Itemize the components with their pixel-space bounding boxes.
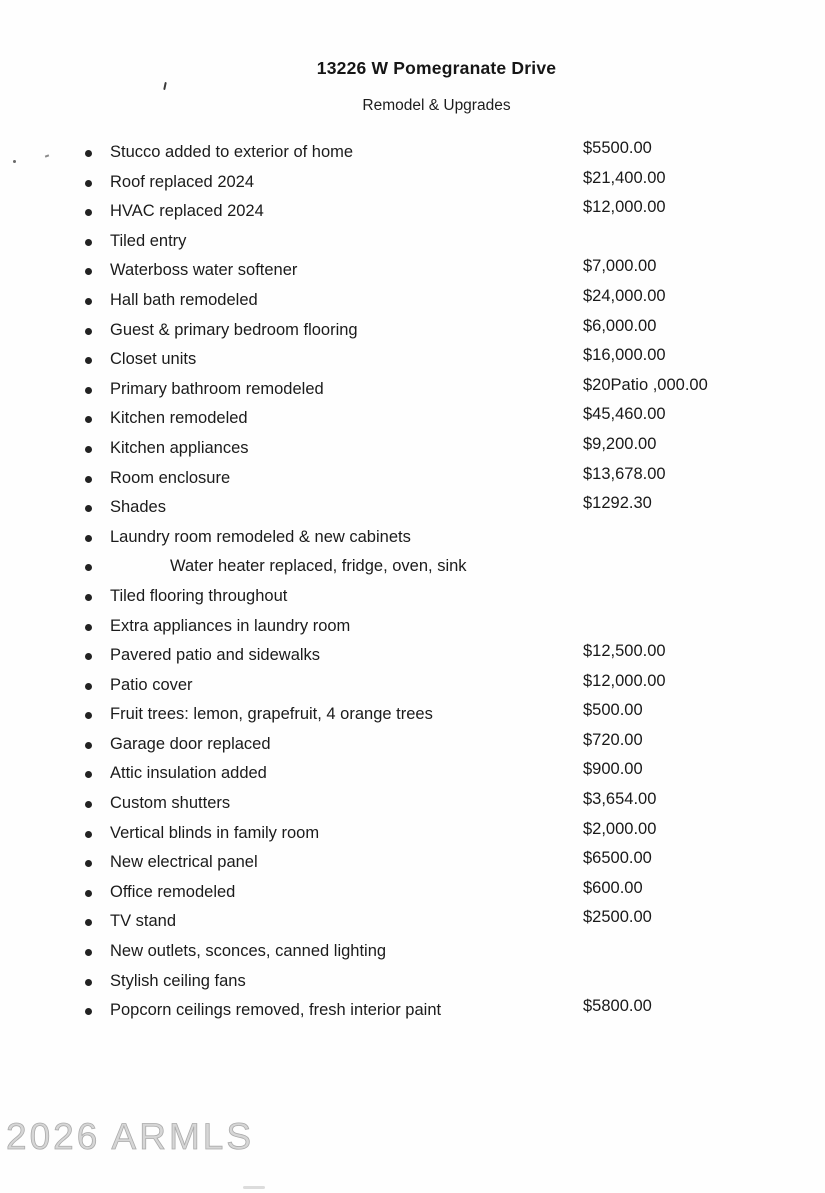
list-item — [0, 848, 825, 878]
list-item — [0, 493, 825, 523]
item-label: Shades — [110, 498, 166, 517]
bullet-icon — [85, 446, 92, 453]
item-price: $2,000.00 — [583, 819, 657, 838]
item-label: Office remodeled — [110, 882, 236, 901]
item-price: $20Patio ,000.00 — [583, 375, 708, 394]
item-price: $24,000.00 — [583, 286, 666, 305]
item-price: $5500.00 — [583, 139, 652, 157]
list-item — [0, 612, 825, 642]
bullet-icon — [85, 801, 92, 808]
item-price: $720.00 — [583, 730, 643, 749]
item-price: $7,000.00 — [583, 257, 657, 276]
list-item — [0, 523, 825, 553]
list-item — [0, 375, 825, 405]
bullet-icon — [85, 298, 92, 305]
list-item — [0, 168, 825, 198]
document-header — [24, 0, 825, 115]
item-label: Water heater replaced, fridge, oven, sink — [170, 557, 467, 576]
item-price: $900.00 — [583, 760, 643, 779]
bullet-icon — [85, 653, 92, 660]
item-label: Laundry room remodeled & new cabinets — [110, 527, 411, 546]
item-label: Tiled flooring throughout — [110, 586, 288, 605]
item-label: Pavered patio and sidewalks — [110, 646, 321, 665]
item-label: HVAC replaced 2024 — [110, 202, 264, 221]
bullet-icon — [85, 979, 92, 986]
item-label: Attic insulation added — [110, 764, 267, 783]
bullet-icon — [85, 771, 92, 778]
list-item — [0, 878, 825, 908]
list-item — [0, 819, 825, 849]
bullet-icon — [85, 742, 92, 749]
scan-artifact-speck — [13, 160, 16, 163]
bullet-icon — [85, 919, 92, 926]
bullet-icon — [85, 239, 92, 246]
item-price: $6500.00 — [583, 849, 652, 868]
list-item — [0, 404, 825, 434]
item-label: Hall bath remodeled — [110, 290, 258, 309]
item-label: Stylish ceiling fans — [110, 971, 246, 990]
item-label: Garage door replaced — [110, 734, 271, 753]
list-item — [0, 197, 825, 227]
list-item — [0, 937, 825, 967]
item-price: $12,000.00 — [583, 671, 666, 690]
list-item — [0, 138, 825, 168]
list-item — [0, 464, 825, 494]
upgrade-list — [0, 138, 825, 1026]
bullet-icon — [85, 712, 92, 719]
list-item — [0, 996, 825, 1026]
item-price: $21,400.00 — [583, 168, 666, 187]
item-label: Kitchen remodeled — [110, 409, 248, 428]
item-label: Patio cover — [110, 675, 193, 694]
bullet-icon — [85, 180, 92, 187]
bullet-icon — [85, 416, 92, 423]
item-label: Extra appliances in laundry room — [110, 616, 351, 635]
item-price: $500.00 — [583, 701, 643, 720]
item-label: Custom shutters — [110, 794, 231, 813]
list-item — [0, 759, 825, 789]
page-title: 13226 W Pomegranate Drive — [316, 58, 557, 78]
bullet-icon — [85, 564, 92, 571]
list-item — [0, 700, 825, 730]
item-price: $5800.00 — [583, 997, 652, 1016]
list-item — [0, 789, 825, 819]
bullet-icon — [85, 594, 92, 601]
bullet-icon — [85, 268, 92, 275]
item-price: $1292.30 — [583, 494, 652, 513]
item-label: Guest & primary bedroom flooring — [110, 320, 358, 339]
bullet-icon — [85, 387, 92, 394]
item-label: New electrical panel — [110, 853, 258, 872]
item-label: Waterboss water softener — [110, 261, 298, 280]
bullet-icon — [85, 535, 92, 542]
bullet-icon — [85, 831, 92, 838]
item-price: $9,200.00 — [583, 434, 657, 453]
item-label: Stucco added to exterior of home — [110, 143, 354, 161]
list-item — [0, 641, 825, 671]
bullet-icon — [85, 357, 92, 364]
item-price: $6,000.00 — [583, 316, 657, 335]
item-label: TV stand — [110, 912, 177, 931]
item-price: $2500.00 — [583, 908, 652, 927]
list-item — [0, 582, 825, 612]
list-item — [0, 256, 825, 286]
page-subtitle: Remodel & Upgrades — [362, 97, 511, 114]
item-price: $13,678.00 — [583, 464, 666, 483]
item-label: Roof replaced 2024 — [110, 172, 255, 191]
bullet-icon — [85, 1008, 92, 1015]
bullet-icon — [85, 209, 92, 216]
list-item — [0, 286, 825, 316]
item-label: Primary bathroom remodeled — [110, 379, 324, 398]
item-label: Popcorn ceilings removed, fresh interior paint — [110, 1001, 442, 1020]
bullet-icon — [85, 476, 92, 483]
bullet-icon — [85, 860, 92, 867]
list-item — [0, 730, 825, 760]
item-price: $3,654.00 — [583, 790, 657, 809]
item-price: $45,460.00 — [583, 405, 666, 424]
list-item — [0, 671, 825, 701]
item-label: Closet units — [110, 350, 197, 369]
list-item — [0, 227, 825, 257]
item-price: $600.00 — [583, 878, 643, 897]
item-price: $12,500.00 — [583, 642, 666, 661]
item-label: Vertical blinds in family room — [110, 823, 320, 842]
list-item — [0, 967, 825, 997]
armls-watermark: 2026 ARMLS — [6, 1116, 255, 1157]
item-label: New outlets, sconces, canned lighting — [110, 942, 387, 961]
bullet-icon — [85, 328, 92, 335]
bullet-icon — [85, 150, 92, 157]
item-label: Kitchen appliances — [110, 438, 249, 457]
bullet-icon — [85, 683, 92, 690]
list-item — [0, 434, 825, 464]
item-label: Room enclosure — [110, 468, 231, 487]
item-price: $16,000.00 — [583, 346, 666, 365]
bullet-icon — [85, 890, 92, 897]
item-label: Fruit trees: lemon, grapefruit, 4 orange trees — [110, 705, 433, 724]
item-label: Tiled entry — [110, 231, 187, 250]
bullet-icon — [85, 949, 92, 956]
item-price: $12,000.00 — [583, 198, 666, 217]
list-item — [0, 316, 825, 346]
bullet-icon — [85, 624, 92, 631]
list-item — [0, 552, 825, 582]
scan-artifact-smudge — [243, 1186, 265, 1189]
bullet-icon — [85, 505, 92, 512]
list-item — [0, 907, 825, 937]
